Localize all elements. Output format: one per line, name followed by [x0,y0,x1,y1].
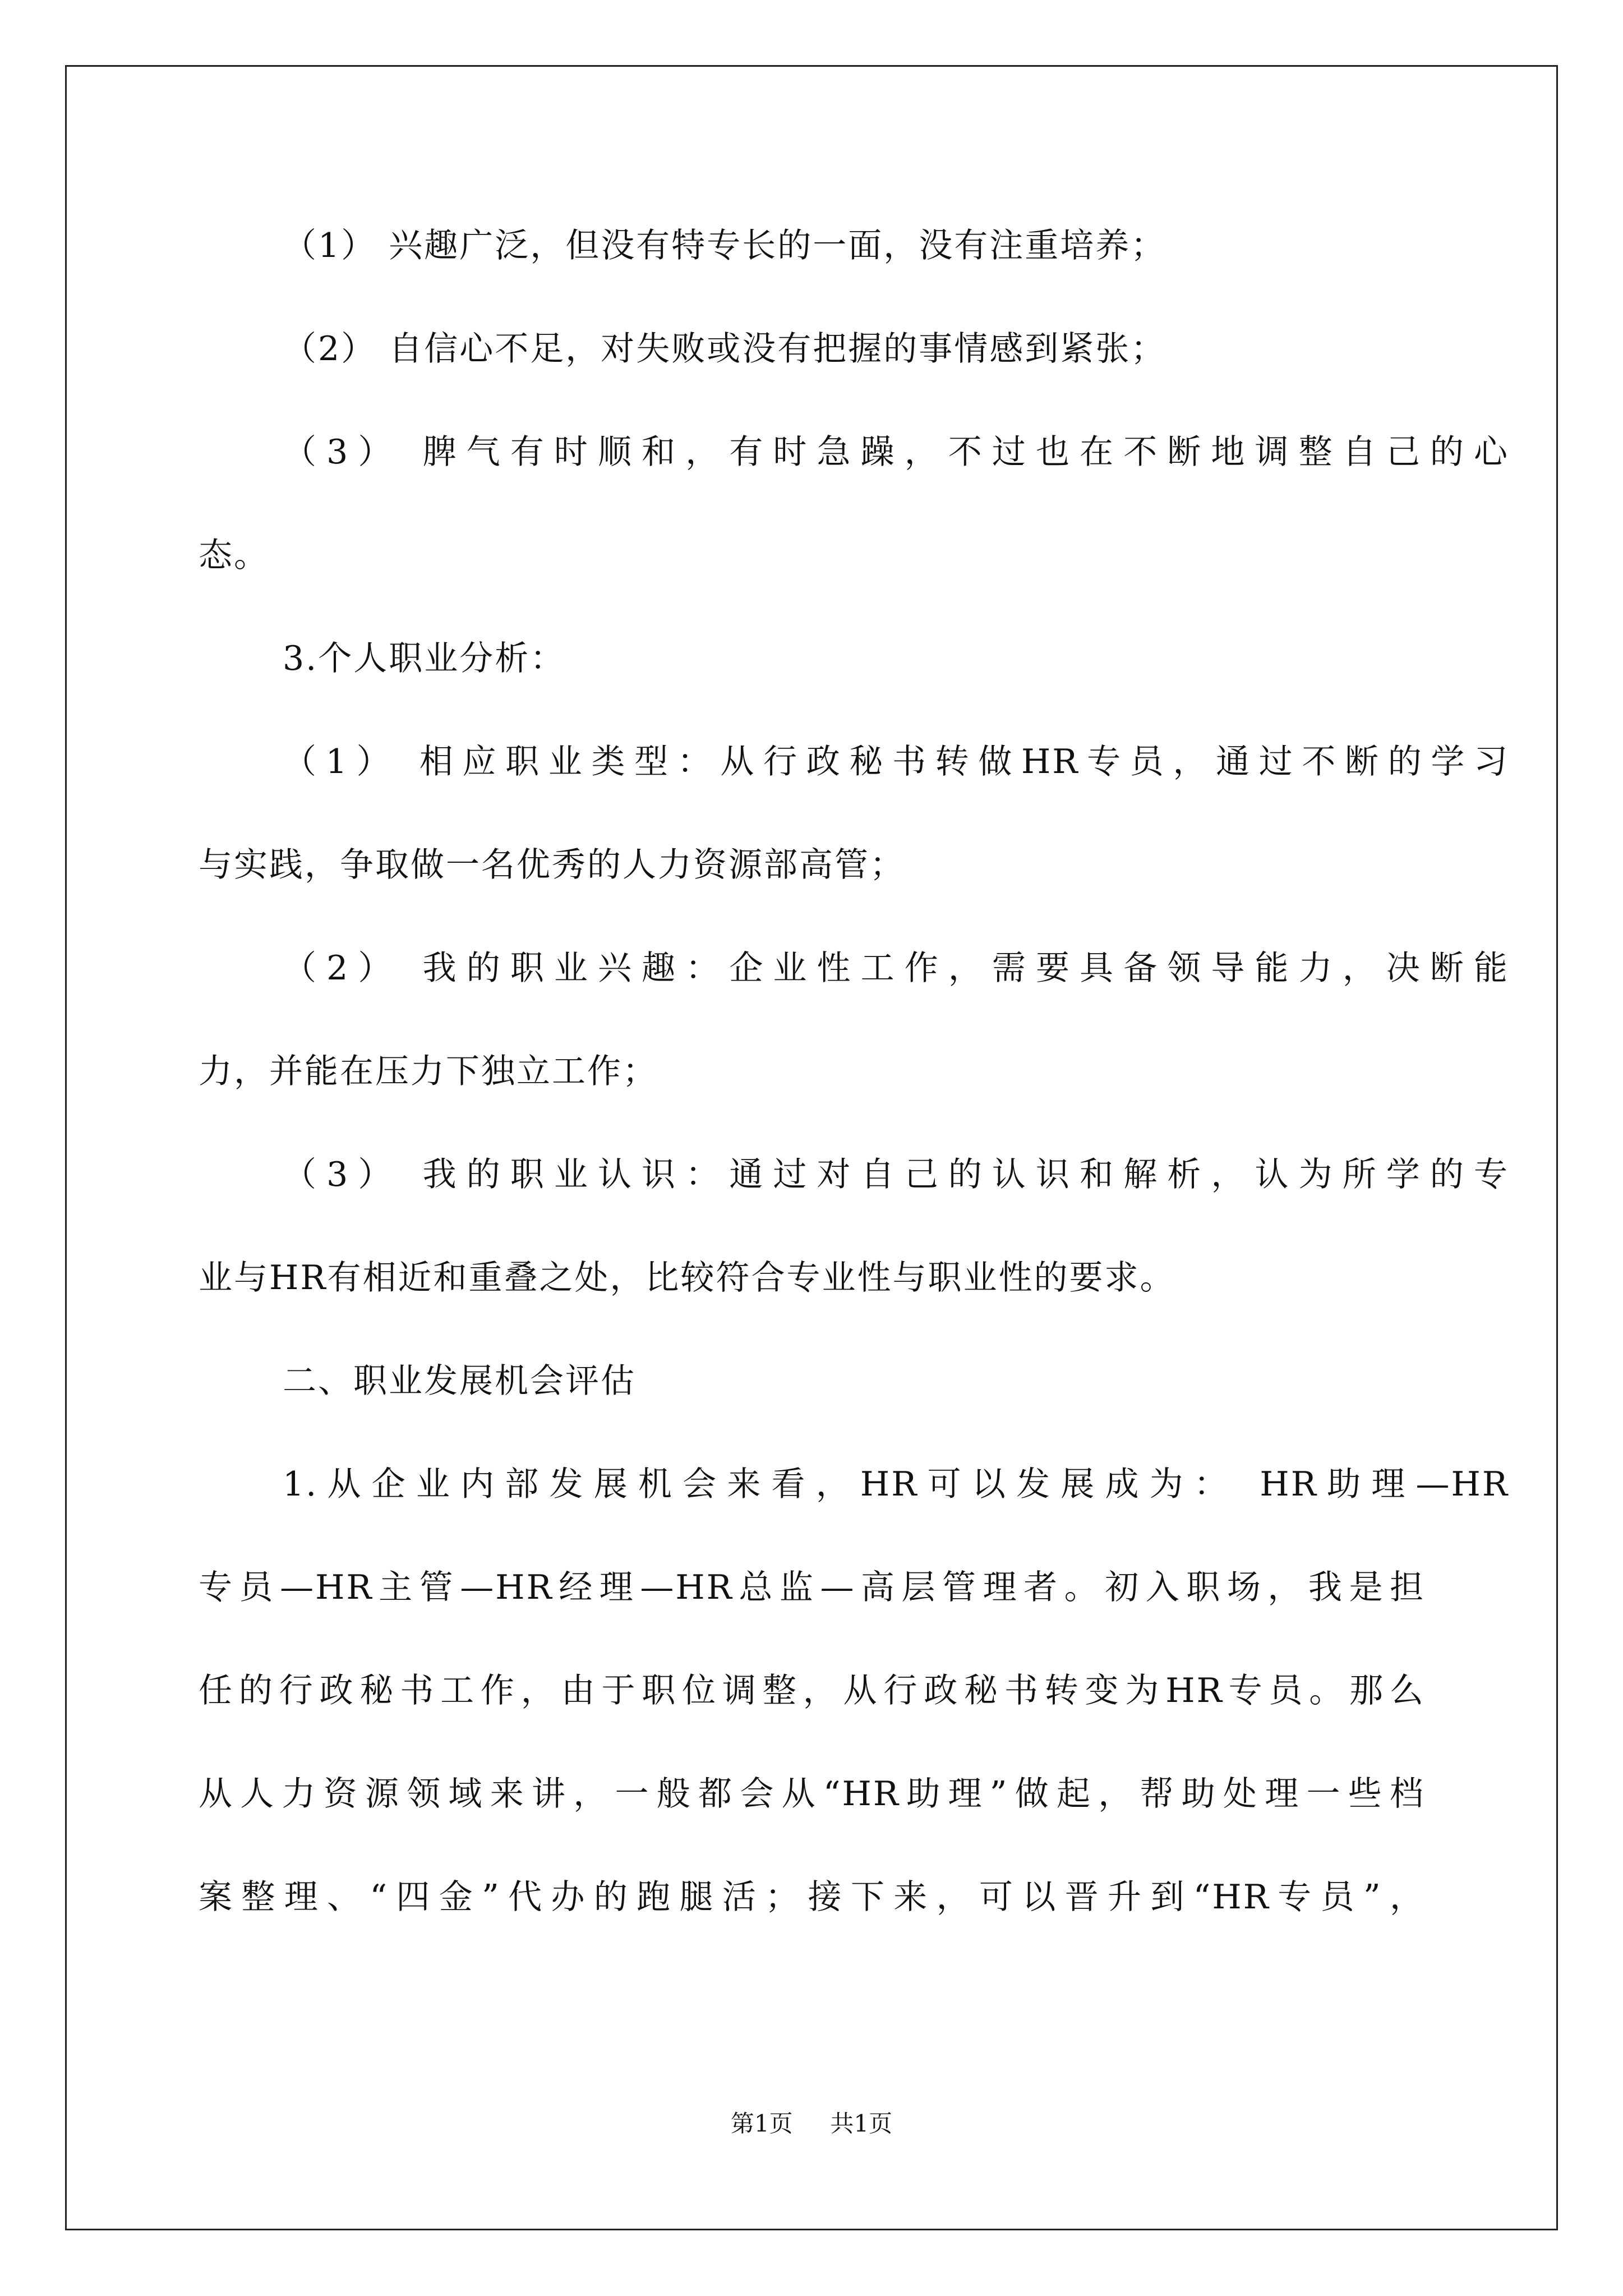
paragraph-line: 专员—HR主管—HR经理—HR总监—高层管理者。初入职场，我是担 [199,1568,1425,1607]
paragraph-line: 力，并能在压力下独立工作； [199,1052,658,1091]
paragraph-line: 业与HR有相近和重叠之处，比较符合专业性与职业性的要求。 [199,1258,1175,1297]
paragraph-line: 案整理、“四金”代办的跑腿活；接下来，可以晋升到“HR专员”， [199,1878,1425,1917]
paragraph-line: （2） 我的职业兴趣：企业性工作，需要具备领导能力，决断能 [283,949,1509,988]
document-body [199,220,1509,1975]
section-heading: 3.个人职业分析： [283,639,566,678]
paragraph-line: （2） 自信心不足，对失败或没有把握的事情感到紧张； [283,329,1166,369]
paragraph-line: 态。 [199,536,269,575]
paragraph-line: （3） 我的职业认识：通过对自己的认识和解析，认为所学的专 [283,1155,1509,1194]
paragraph-line: （1） 兴趣广泛，但没有特专长的一面，没有注重培养； [283,226,1166,265]
paragraph-line: （3） 脾气有时顺和，有时急躁，不过也在不断地调整自己的心 [283,432,1509,472]
paragraph-line: 与实践，争取做一名优秀的人力资源部高管； [199,845,905,885]
paragraph-line: （1） 相应职业类型：从行政秘书转做HR专员，通过不断的学习 [283,742,1509,781]
paragraph-line: 从人力资源领域来讲，一般都会从“HR助理”做起，帮助处理一些档 [199,1774,1425,1814]
section-heading: 二、职业发展机会评估 [283,1361,636,1401]
paragraph-line: 1.从企业内部发展机会来看，HR可以发展成为： HR助理—HR [283,1465,1509,1504]
page-footer [0,2107,1623,2141]
page-number: 第1页 [730,2110,793,2137]
paragraph-line: 任的行政秘书工作，由于职位调整，从行政秘书转变为HR专员。那么 [199,1671,1425,1710]
page-total: 共1页 [830,2110,893,2137]
